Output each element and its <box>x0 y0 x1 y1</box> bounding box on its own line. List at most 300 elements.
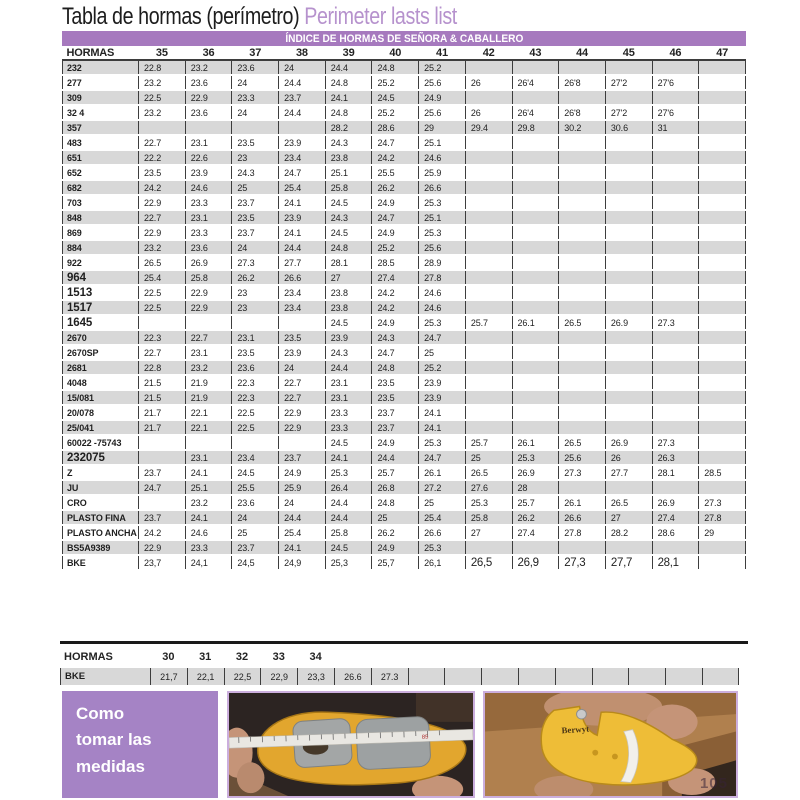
cell: 23.7 <box>279 90 326 105</box>
cell: 26'4 <box>512 105 559 120</box>
row-label: 922 <box>63 255 139 270</box>
cell <box>652 255 699 270</box>
cell: 25.4 <box>419 510 466 525</box>
cell <box>605 480 652 495</box>
cell <box>699 540 746 555</box>
row-label: 357 <box>63 120 139 135</box>
cell <box>699 345 746 360</box>
cell: 23.6 <box>232 60 279 75</box>
table-row <box>63 450 746 465</box>
cell <box>699 450 746 465</box>
cell: 24.7 <box>139 480 186 495</box>
cell: 25.3 <box>325 465 372 480</box>
cell: 24.2 <box>139 180 186 195</box>
cell: 26.1 <box>512 315 559 330</box>
cell <box>699 60 746 75</box>
cell <box>605 225 652 240</box>
cell: 27,7 <box>605 555 652 570</box>
cell: 25.1 <box>185 480 232 495</box>
cell <box>512 210 559 225</box>
cell: 27.7 <box>605 465 652 480</box>
cell <box>559 90 606 105</box>
cell: 25.3 <box>465 495 512 510</box>
cell <box>465 420 512 435</box>
cell: 23.7 <box>232 195 279 210</box>
cell <box>652 225 699 240</box>
cell <box>559 270 606 285</box>
cell: 24.3 <box>325 210 372 225</box>
row-label: 1517 <box>63 300 139 315</box>
cell <box>605 180 652 195</box>
cell: 21.7 <box>139 420 186 435</box>
cell: 24.6 <box>419 300 466 315</box>
cell <box>559 375 606 390</box>
table-row <box>63 330 746 345</box>
cell: 24.9 <box>372 540 419 555</box>
size-column-header: 38 <box>279 46 326 60</box>
row-label: PLASTO FINA <box>63 510 139 525</box>
cell: 27.3 <box>699 495 746 510</box>
cell: 27 <box>605 510 652 525</box>
main-table-body <box>63 60 746 570</box>
cell <box>444 668 481 685</box>
cell <box>699 150 746 165</box>
cell: 24.6 <box>185 525 232 540</box>
cell: 26.5 <box>605 495 652 510</box>
cell <box>605 360 652 375</box>
cell: 25.9 <box>419 165 466 180</box>
cell: 28.6 <box>652 525 699 540</box>
cell <box>699 420 746 435</box>
cell: 23.7 <box>232 540 279 555</box>
cell: 25.1 <box>419 135 466 150</box>
cell <box>699 360 746 375</box>
cell: 21.5 <box>139 390 186 405</box>
cell <box>512 540 559 555</box>
cell <box>465 240 512 255</box>
size-column-header: 45 <box>605 46 652 60</box>
cell <box>139 315 186 330</box>
cell <box>512 135 559 150</box>
table-row <box>63 75 746 90</box>
cell: 24.1 <box>279 225 326 240</box>
svg-text:Berwyt: Berwyt <box>561 723 590 736</box>
cell: 25.8 <box>185 270 232 285</box>
cell: 24.2 <box>372 285 419 300</box>
cell: 24.1 <box>185 465 232 480</box>
cell <box>559 360 606 375</box>
table-row <box>63 165 746 180</box>
cell: 25.1 <box>419 210 466 225</box>
cell: 24.7 <box>279 165 326 180</box>
row-label: 4048 <box>63 375 139 390</box>
cell <box>605 270 652 285</box>
table-row <box>63 60 746 75</box>
table-row <box>63 105 746 120</box>
table-row <box>63 150 746 165</box>
cell <box>652 300 699 315</box>
cell: 22,9 <box>260 668 297 685</box>
row-label: 1513 <box>63 285 139 300</box>
cell: 22.3 <box>139 330 186 345</box>
cell <box>559 165 606 180</box>
cell: 28.2 <box>325 120 372 135</box>
table-row <box>63 270 746 285</box>
cell: 24.1 <box>279 540 326 555</box>
cell: 27'6 <box>652 75 699 90</box>
cell <box>559 300 606 315</box>
row-label: 20/078 <box>63 405 139 420</box>
cell <box>652 330 699 345</box>
table-row <box>63 465 746 480</box>
cell <box>699 330 746 345</box>
cell: 25.5 <box>372 165 419 180</box>
cell: 25.8 <box>325 525 372 540</box>
cell <box>605 330 652 345</box>
cell: 26.5 <box>559 435 606 450</box>
cell: 24.7 <box>372 345 419 360</box>
cell: 25,3 <box>325 555 372 570</box>
cell: 23.4 <box>279 150 326 165</box>
table-row <box>63 540 746 555</box>
cell: 23.9 <box>279 345 326 360</box>
size-column-header: 30 <box>162 651 175 663</box>
cell: 26 <box>465 75 512 90</box>
cell <box>699 375 746 390</box>
cell <box>652 165 699 180</box>
row-label: PLASTO ANCHA <box>63 525 139 540</box>
cell: 28.2 <box>605 525 652 540</box>
cell: 23.4 <box>232 450 279 465</box>
cell <box>465 540 512 555</box>
cell: 29.4 <box>465 120 512 135</box>
row-label: 964 <box>63 270 139 285</box>
cell: 23.1 <box>185 450 232 465</box>
cell: 27.8 <box>419 270 466 285</box>
small-table-label-header: HORMAS <box>64 651 113 663</box>
cell <box>605 255 652 270</box>
cell: 23.6 <box>185 105 232 120</box>
cell: 24.9 <box>419 90 466 105</box>
cell <box>139 435 186 450</box>
cell: 26.2 <box>372 180 419 195</box>
cell: 24.7 <box>419 330 466 345</box>
table-row <box>63 210 746 225</box>
cell <box>465 360 512 375</box>
cell: 24 <box>279 495 326 510</box>
table-row <box>63 555 746 570</box>
table-row <box>63 510 746 525</box>
row-label: 703 <box>63 195 139 210</box>
cell: 25.5 <box>232 480 279 495</box>
cell: 24.9 <box>372 315 419 330</box>
cell: 23.5 <box>279 330 326 345</box>
table-row <box>63 420 746 435</box>
cell <box>559 255 606 270</box>
main-table-label-header: HORMAS <box>63 46 139 60</box>
cell <box>279 435 326 450</box>
cell <box>512 225 559 240</box>
size-column-header: 31 <box>199 651 212 663</box>
cell: 23.2 <box>185 60 232 75</box>
main-table <box>62 46 746 571</box>
cell: 23.5 <box>232 135 279 150</box>
cell: 22,1 <box>187 668 224 685</box>
cell <box>652 390 699 405</box>
table-row <box>63 495 746 510</box>
cell <box>699 180 746 195</box>
cell: 23 <box>232 150 279 165</box>
cell <box>605 210 652 225</box>
cell: 24.4 <box>325 60 372 75</box>
cell: 22.1 <box>185 420 232 435</box>
cell <box>699 300 746 315</box>
cell <box>279 120 326 135</box>
cell: 24.2 <box>372 300 419 315</box>
cell: 25.3 <box>512 450 559 465</box>
cell <box>559 135 606 150</box>
row-label: 483 <box>63 135 139 150</box>
cell: 26 <box>605 450 652 465</box>
cell: 23.7 <box>139 510 186 525</box>
cell: 23.1 <box>185 135 232 150</box>
cell: 26.6 <box>279 270 326 285</box>
cell: 25.9 <box>279 480 326 495</box>
size-column-header: 35 <box>139 46 186 60</box>
cell <box>465 180 512 195</box>
cell <box>559 405 606 420</box>
cell: 21.9 <box>185 390 232 405</box>
cell: 23,3 <box>297 668 334 685</box>
cell: 23.6 <box>232 360 279 375</box>
cell: 26.6 <box>419 180 466 195</box>
cell: 22.5 <box>139 285 186 300</box>
cell: 22.1 <box>185 405 232 420</box>
cell <box>652 135 699 150</box>
table-row <box>63 375 746 390</box>
cell <box>465 330 512 345</box>
cell: 22.2 <box>139 150 186 165</box>
cell <box>232 435 279 450</box>
cell: 25.2 <box>419 60 466 75</box>
cell <box>605 375 652 390</box>
index-banner-text: ÍNDICE DE HORMAS DE SEÑORA & CABALLERO <box>284 32 524 45</box>
cell: 23.7 <box>279 450 326 465</box>
row-label: 309 <box>63 90 139 105</box>
page-number: 105 <box>699 775 728 792</box>
cell <box>559 285 606 300</box>
cell: 22.8 <box>139 60 186 75</box>
table-row <box>63 405 746 420</box>
cell: 25 <box>419 345 466 360</box>
cell <box>465 210 512 225</box>
cell <box>699 165 746 180</box>
cell <box>699 240 746 255</box>
cell: 23.5 <box>232 210 279 225</box>
cell: 27.3 <box>652 435 699 450</box>
cell: 23.7 <box>372 420 419 435</box>
cell: 23.6 <box>232 495 279 510</box>
cell: 22.9 <box>279 405 326 420</box>
cell <box>652 540 699 555</box>
cell: 23,7 <box>139 555 186 570</box>
table-row <box>63 345 746 360</box>
cell: 26,5 <box>465 555 512 570</box>
cell <box>512 360 559 375</box>
cell <box>652 195 699 210</box>
size-column-header: 44 <box>559 46 606 60</box>
cell: 24.5 <box>325 315 372 330</box>
cell: 26.1 <box>419 465 466 480</box>
cell: 22.7 <box>139 210 186 225</box>
cell: 23.4 <box>279 300 326 315</box>
row-label: 2681 <box>63 360 139 375</box>
cell: 23.7 <box>232 225 279 240</box>
table-row <box>63 285 746 300</box>
cell: 22.9 <box>185 285 232 300</box>
cell: 23.5 <box>372 375 419 390</box>
row-label: 848 <box>63 210 139 225</box>
cell: 24.6 <box>419 285 466 300</box>
cell: 24.7 <box>372 135 419 150</box>
cell <box>139 450 186 465</box>
cell: 25 <box>232 525 279 540</box>
cell <box>699 255 746 270</box>
row-label: 1645 <box>63 315 139 330</box>
cell: 24.7 <box>419 450 466 465</box>
cell: 26,1 <box>419 555 466 570</box>
cell: 27'6 <box>652 105 699 120</box>
cell: 24.5 <box>325 540 372 555</box>
cell: 25 <box>372 510 419 525</box>
cell: 24.5 <box>325 225 372 240</box>
row-label: Z <box>63 465 139 480</box>
cell <box>408 668 445 685</box>
cell: 29 <box>419 120 466 135</box>
cell <box>232 120 279 135</box>
cell: 26.4 <box>325 480 372 495</box>
cell <box>465 255 512 270</box>
cell: 24.4 <box>325 510 372 525</box>
cell: 24.5 <box>325 435 372 450</box>
row-label: JU <box>63 480 139 495</box>
cell <box>652 210 699 225</box>
cell <box>512 150 559 165</box>
cell: 24 <box>232 105 279 120</box>
cell: 23.1 <box>185 210 232 225</box>
cell <box>559 420 606 435</box>
cell: 25,7 <box>372 555 419 570</box>
table-row <box>63 120 746 135</box>
size-column-header: 43 <box>512 46 559 60</box>
cell <box>559 240 606 255</box>
cell <box>652 360 699 375</box>
cell <box>605 135 652 150</box>
cell: 24.8 <box>325 240 372 255</box>
cell: 26.5 <box>139 255 186 270</box>
size-column-header: 33 <box>272 651 285 663</box>
cell: 27.3 <box>559 465 606 480</box>
cell <box>652 90 699 105</box>
cell: 26.9 <box>605 315 652 330</box>
cell: 24.5 <box>232 465 279 480</box>
cell: 27.4 <box>652 510 699 525</box>
cell <box>465 195 512 210</box>
cell <box>512 195 559 210</box>
cell: 28.6 <box>372 120 419 135</box>
cell <box>605 285 652 300</box>
cell: 22.9 <box>139 195 186 210</box>
table-row <box>63 240 746 255</box>
cell: 26'8 <box>559 75 606 90</box>
cell: 24.3 <box>232 165 279 180</box>
cell <box>605 60 652 75</box>
cell: 23.7 <box>372 405 419 420</box>
cell: 30.2 <box>559 120 606 135</box>
cell: 23.8 <box>325 285 372 300</box>
cell: 26.2 <box>512 510 559 525</box>
cell: 22.5 <box>139 300 186 315</box>
cell: 24.4 <box>279 75 326 90</box>
cell: 24.4 <box>279 510 326 525</box>
cell: 28 <box>512 480 559 495</box>
svg-text:85: 85 <box>421 734 429 741</box>
cell <box>559 345 606 360</box>
cell: 22.9 <box>185 300 232 315</box>
cell: 24.3 <box>325 345 372 360</box>
cell: 23.6 <box>185 240 232 255</box>
cell: 25.7 <box>465 315 512 330</box>
cell <box>699 285 746 300</box>
cell <box>652 405 699 420</box>
cell: 23.3 <box>185 225 232 240</box>
cell: 24.4 <box>279 105 326 120</box>
cell: 25.1 <box>325 165 372 180</box>
cell: 25.2 <box>419 360 466 375</box>
cell: 24.8 <box>372 360 419 375</box>
cell <box>465 150 512 165</box>
cell: 25.7 <box>465 435 512 450</box>
cell: 22.6 <box>185 150 232 165</box>
cell <box>652 150 699 165</box>
size-column-header: 39 <box>325 46 372 60</box>
cell: 23.9 <box>419 390 466 405</box>
row-label: 277 <box>63 75 139 90</box>
size-column-header: 37 <box>232 46 279 60</box>
cell <box>512 345 559 360</box>
cell: 29 <box>699 525 746 540</box>
cell <box>605 150 652 165</box>
cell: 24.3 <box>325 135 372 150</box>
cell: 24.6 <box>185 180 232 195</box>
cell: 27'2 <box>605 75 652 90</box>
cell: 24.8 <box>372 495 419 510</box>
cell: 26,9 <box>512 555 559 570</box>
cell: 21.7 <box>139 405 186 420</box>
cell: 27.4 <box>512 525 559 540</box>
size-column-header: 46 <box>652 46 699 60</box>
cell: 24.2 <box>139 525 186 540</box>
cell: 23.3 <box>185 540 232 555</box>
cell: 25.2 <box>372 75 419 90</box>
cell: 24.5 <box>325 195 372 210</box>
cell: 25.2 <box>372 105 419 120</box>
cell: 25.4 <box>139 270 186 285</box>
cell <box>465 300 512 315</box>
cell <box>605 195 652 210</box>
cell <box>465 90 512 105</box>
page-title <box>62 3 457 31</box>
